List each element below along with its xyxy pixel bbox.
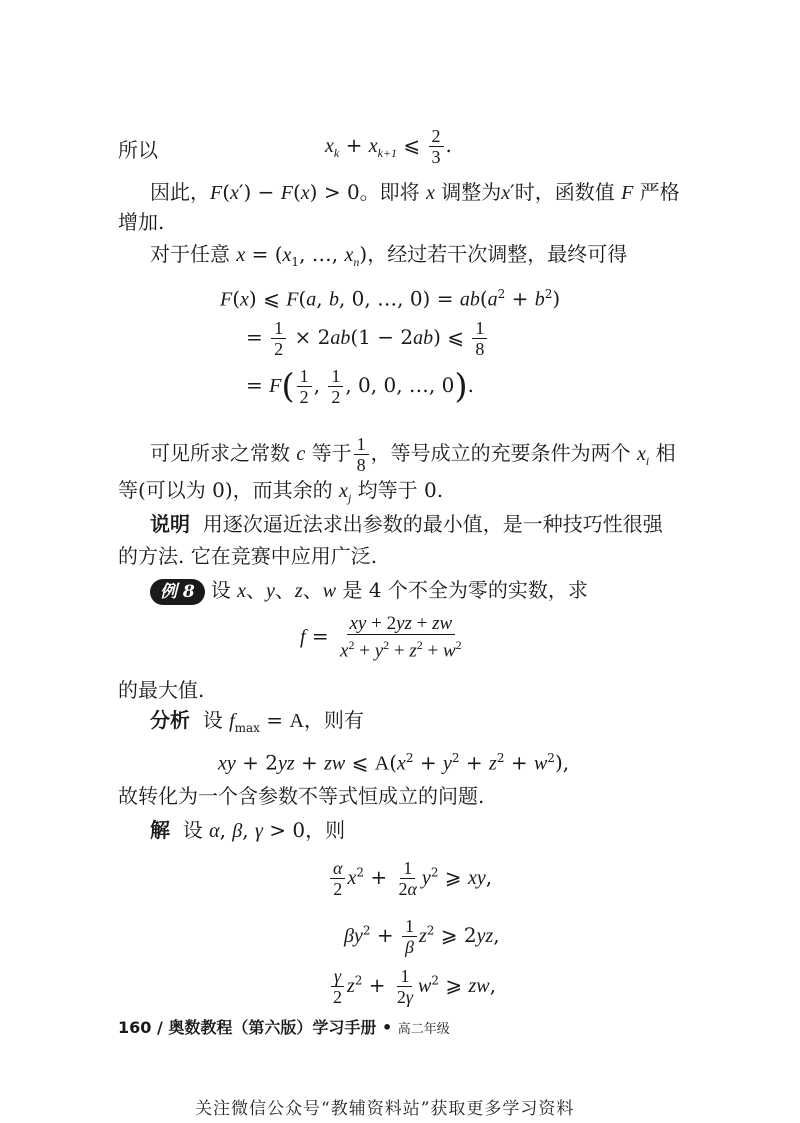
formula-analysis: xy + 2yz + zw ⩽ $A(x^2 + y^2 + z^2 + w^2)$,: [218, 750, 570, 775]
analysis-conclusion: 故转化为一个含参数不等式恒成立的问题.: [118, 784, 485, 808]
grade-label: 高二年级: [397, 1022, 450, 1037]
line-1: 所以: [118, 138, 158, 162]
formula-xk-sum: $x_k + x_{k+1}$ ⩽ $\frac{2}{3}$ .: [325, 126, 452, 167]
example-badge: 例 8: [150, 579, 205, 605]
line-2: 因此，F(x′) − F(x) > 0。即将 x 调整为x′时，函数值 F 严格: [150, 180, 680, 204]
page-footer: [118, 1015, 450, 1038]
solution-label: 解: [150, 818, 170, 842]
page-number: 160: [118, 1018, 152, 1037]
formula-bound-3: = F( $\frac{1}{2}$ , $\frac{1}{2}$ , 0, 0, …, 0).: [246, 366, 474, 407]
book-title: / 奥数教程（第六版）学习手册 •: [156, 1018, 393, 1037]
analysis-label: 分析: [150, 708, 190, 732]
note-line: 说明 用逐次逼近法求出参数的最小值，是一种技巧性很强: [150, 512, 663, 536]
watermark: 关注微信公众号“教辅资料站”获取更多学习资料: [195, 1099, 575, 1119]
note-line-2: 的方法. 它在竞赛中应用广泛.: [118, 544, 378, 568]
analysis-line: 分析 设 $f_{max} = A$，则有: [150, 708, 364, 735]
note-label: 说明: [150, 512, 190, 536]
formula-f: f = $\frac{xy + 2yz + zw}{x^2 + y^2 + z^2 + w^2}$: [300, 613, 462, 662]
formula-ineq-3: $\frac{\gamma}{2}$ $z^2$ + $\frac{1}{2\gamma}$ $w^2$ ⩾ zw,: [328, 966, 496, 1007]
solution-line: 解 设 α, β, γ > 0，则: [150, 818, 346, 842]
formula-ineq-1: $\frac{\alpha}{2}$ $x^2$ + $\frac{1}{2\alpha}$ $y^2$ ⩾ xy,: [328, 858, 492, 899]
line-4: 对于任意 $x = (x_1$, …, $x_n$)，经过若干次调整，最终可得: [150, 242, 628, 269]
formula-bound-2: = $\frac{1}{2}$ × 2ab(1 − 2ab) ⩽ $\frac{1}{8}$: [246, 318, 489, 359]
formula-bound-1: F(x) ⩽ F(a, b, 0, …, $0) = ab(a^2 + b^2)$: [220, 286, 561, 311]
max-line: 的最大值.: [118, 678, 205, 702]
line-3: 增加.: [118, 210, 165, 234]
line-9: 等(可以为 0)，而其余的 $x_j$ 均等于 0.: [118, 478, 444, 505]
example-8-line: 例 8 设 x、y、z、w 是 4 个不全为零的实数，求: [150, 576, 588, 605]
formula-ineq-2: $\beta y^2$ + $\frac{1}{\beta}$ $z^2$ ⩾ 2yz,: [344, 916, 500, 957]
line-8: 可见所求之常数 c 等于 $\frac{1}{8}$ ，等号成立的充要条件为两个 $x_i$ 相: [150, 434, 676, 475]
